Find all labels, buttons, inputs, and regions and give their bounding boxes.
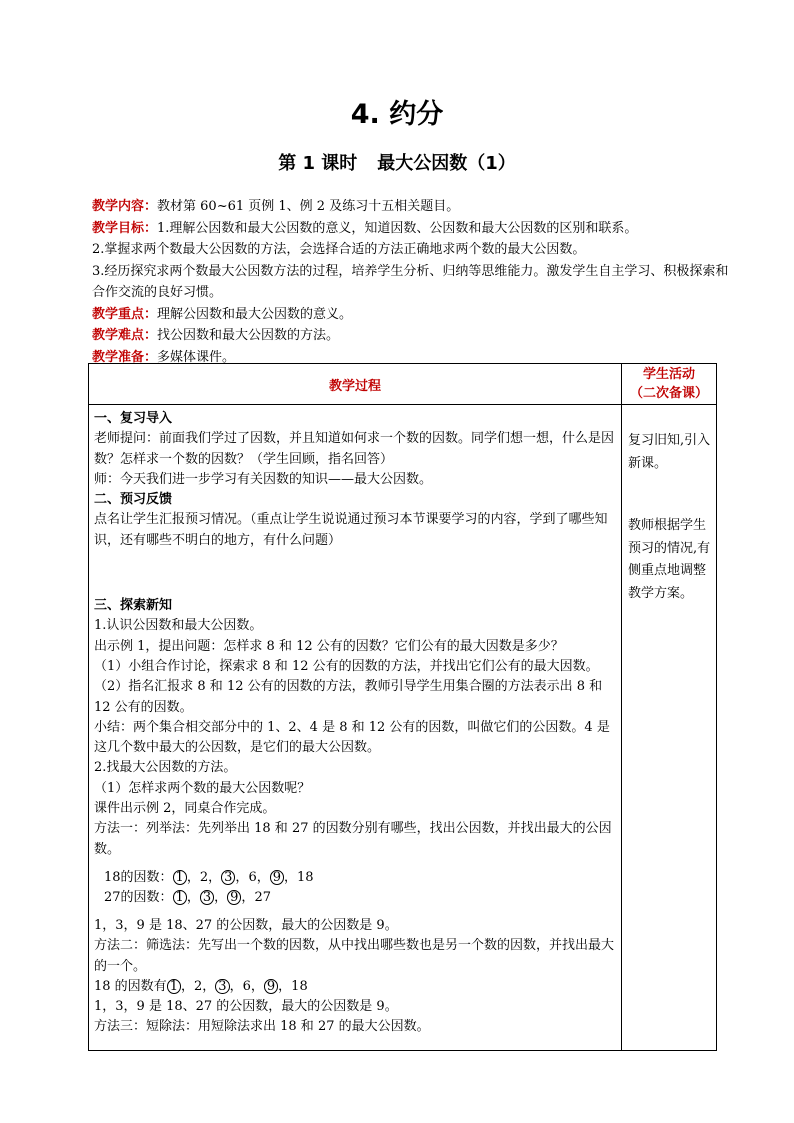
section-3-paragraph: 1.认识公因数和最大公因数。 <box>94 618 263 634</box>
factors-27-items: 1 ， 3 ， 9 ，27 <box>173 890 271 905</box>
factor-item: 6 <box>242 978 251 994</box>
factor-item: 1 <box>173 890 187 905</box>
content-text: 教材第 60~61 页例 1、例 2 及练习十五相关题目。 <box>157 199 460 214</box>
section-2-title: 二、预习反馈 <box>94 492 173 508</box>
factors-18-prefix: 18 的因数有 <box>94 978 167 994</box>
lesson-topic: 最大公因数（1） <box>377 153 516 174</box>
factor-lists-figure <box>104 868 616 908</box>
teaching-content-cell <box>89 405 622 1051</box>
section-3-paragraph: 课件出示例 2，同桌合作完成。 <box>94 801 276 817</box>
lesson-subtitle <box>0 149 794 175</box>
goal-1: 1.理解公因数和最大公因数的意义，知道因数、公因数和最大公因数的区别和联系。 <box>157 220 638 236</box>
factor-item: 3 <box>215 979 229 994</box>
section-3-paragraph: （1）小组合作讨论，探索求 8 和 12 公有的因数的方法，并找出它们公有的最大因数。 <box>94 658 599 674</box>
goals-label: 教学目标： <box>92 220 158 236</box>
student-activity-cell <box>622 405 717 1051</box>
factor-item: 18 <box>291 978 308 994</box>
factor-item: 2 <box>199 869 209 885</box>
factors-27-row <box>104 888 616 908</box>
section-3-paragraph: 方法三：短除法：用短除法求出 18 和 27 的最大公因数。 <box>94 1019 430 1035</box>
section-1-title: 一、复习导入 <box>94 411 173 426</box>
difficult-line <box>92 325 732 347</box>
section-3-paragraph: （2）指名汇报求 8 和 12 公有的因数的方法，教师引导学生用集合圈的方法表示出 8 和 12 公有的因数。 <box>94 679 603 715</box>
section-1-paragraph: 师：今天我们进一步学习有关因数的知识——最大公因数。 <box>94 471 433 487</box>
key-line <box>92 304 732 326</box>
factor-item: 27 <box>254 889 271 905</box>
activity-note-1: 复习旧知,引入新课。 <box>628 433 711 471</box>
section-1-paragraph: 老师提问：前面我们学过了因数，并且知道如何求一个数的因数。同学们想一想，什么是因数？怎样求一个数的因数？（学生回顾，指名回答） <box>94 431 615 467</box>
prep-label: 教学准备： <box>92 349 158 365</box>
section-3-title: 三、探索新知 <box>94 598 173 614</box>
key-text: 理解公因数和最大公因数的意义。 <box>157 306 353 322</box>
section-2-paragraph: 点名让学生汇报预习情况。（重点让学生说说通过预习本节课要学习的内容，学到了哪些知识，还有哪些不明白的地方，有什么问题） <box>94 512 608 548</box>
goal-2: 2.掌握求两个数最大公因数的方法，会选择合适的方法正确地求两个数的最大公因数。 <box>92 242 586 257</box>
factors-18-circled-items: 1 ，2， 3 ，6， 9 ，18 <box>167 979 308 994</box>
blank-space <box>94 551 616 596</box>
section-3-paragraph: （1）怎样求两个数的最大公因数呢？ <box>94 780 311 796</box>
factor-item: 1 <box>173 870 187 885</box>
factors-18-label: 18的因数： <box>104 869 173 885</box>
lesson-table <box>88 363 717 1051</box>
page-title: 4. 约分 <box>350 99 444 130</box>
factors-18-items: 1 ，2， 3 ，6， 9 ，18 <box>173 870 314 885</box>
lesson-number: 第 1 课时 <box>278 153 358 174</box>
factor-item: 3 <box>200 890 214 905</box>
content-label: 教学内容： <box>92 199 158 214</box>
section-3-paragraph: 2.找最大公因数的方法。 <box>94 760 237 776</box>
lesson-intro <box>92 196 732 368</box>
prep-text: 多媒体课件。 <box>157 349 236 365</box>
activity-note-2: 教师根据学生预习的情况,有侧重点地调整教学方案。 <box>628 518 711 601</box>
header-student-activity <box>622 364 717 405</box>
factor-item: 9 <box>264 979 278 994</box>
factors-18-row <box>104 868 616 888</box>
factor-item: 2 <box>193 978 203 994</box>
section-3-paragraph: 小结：两个集合相交部分中的 1、2、4 是 8 和 12 公有的因数，叫做它们的公因数。4 是这几个数中最大的公因数，是它们的最大公因数。 <box>94 719 610 756</box>
section-3-paragraph: 方法二：筛选法：先写出一个数的因数，从中找出哪些数也是另一个数的因数，并找出最大的一个。 <box>94 938 615 974</box>
factor-item: 9 <box>227 890 241 905</box>
content-line <box>92 196 732 218</box>
factor-item: 9 <box>270 870 284 885</box>
section-3-paragraph: 方法一：列举法：先列举出 18 和 27 的因数分别有哪些，找出公因数，并找出最大的公因数。 <box>94 821 612 857</box>
header-right-line2: （二次备课） <box>629 386 708 401</box>
factor-item: 6 <box>248 869 257 885</box>
key-label: 教学重点： <box>92 306 158 322</box>
factor-item: 3 <box>221 870 235 885</box>
goals-line <box>92 218 732 240</box>
factors-18-circled-line <box>94 977 616 997</box>
section-3-paragraph: 出示例 1，提出问题：怎样求 8 和 12 公有的因数？它们公有的最大因数是多少？ <box>94 638 564 654</box>
section-3-paragraph: 1，3，9 是 18、27 的公因数，最大的公因数是 9。 <box>94 999 398 1015</box>
difficult-text: 找公因数和最大公因数的方法。 <box>157 328 340 343</box>
header-teaching-process: 教学过程 <box>89 364 622 405</box>
section-3-paragraph: 1，3，9 是 18、27 的公因数，最大的公因数是 9。 <box>94 917 398 933</box>
factor-item: 18 <box>297 869 314 885</box>
factors-27-label: 27的因数： <box>104 889 173 905</box>
goal-3: 3.经历探究求两个数最大公因数方法的过程，培养学生分析、归纳等思维能力。激发学生自主学习、积极探索和合作交流的良好习惯。 <box>92 263 729 300</box>
header-right-line1: 学生活动 <box>642 367 695 382</box>
factor-item: 1 <box>167 979 181 994</box>
difficult-label: 教学难点： <box>92 328 158 343</box>
